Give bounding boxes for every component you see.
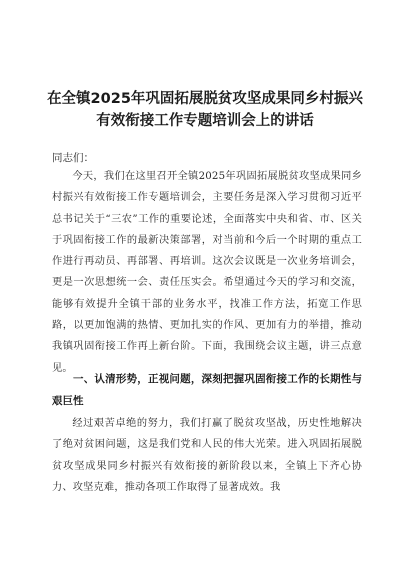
- document-title-line-1: 在全镇2025年巩固拓展脱贫攻坚成果同乡村振兴: [47, 91, 363, 107]
- paragraph-intro: 今天，我们在这里召开全镇2025年巩固拓展脱贫攻坚成果同乡村振兴有效衔接工作专题培训会，主要任务是深入学习贯彻习近平总书记关于“三农”工作的重要论述，全面落实中央和省、市、区关于巩固衔接工作的最新决策部署，对当前和今后一个时期的重点工作进行再动员、再部署、再培训。这次会议既是一次业务培训会，更是一次思想统一会、责任压实会。希望通过今天的学习和交流，能够有效提升全镇干部的业务水平，找准工作方法，拓宽工作思路，以更加饱满的热情、更加扎实的作风、更加有力的举措，推动我镇巩固衔接工作再上新台阶。下面，我围绕会议主题，讲三点意见。: [52, 171, 362, 374]
- paragraph-section-1: 经过艰苦卓绝的努力，我们打赢了脱贫攻坚战，历史性地解决了绝对贫困问题，这是我们党和人民的伟大光荣。进入巩固拓展脱贫攻坚成果同乡村振兴有效衔接的新阶段以来，全镇上下齐心协力、攻坚克难，推动各项工作取得了显著成效。我: [52, 418, 362, 493]
- document-title-line-2: 有效衔接工作专题培训会上的讲话: [96, 113, 314, 129]
- salutation: 同志们：: [52, 152, 94, 164]
- section-heading-1: 一、认清形势，正视问题，深刻把握巩固衔接工作的长期性与艰巨性: [52, 373, 362, 407]
